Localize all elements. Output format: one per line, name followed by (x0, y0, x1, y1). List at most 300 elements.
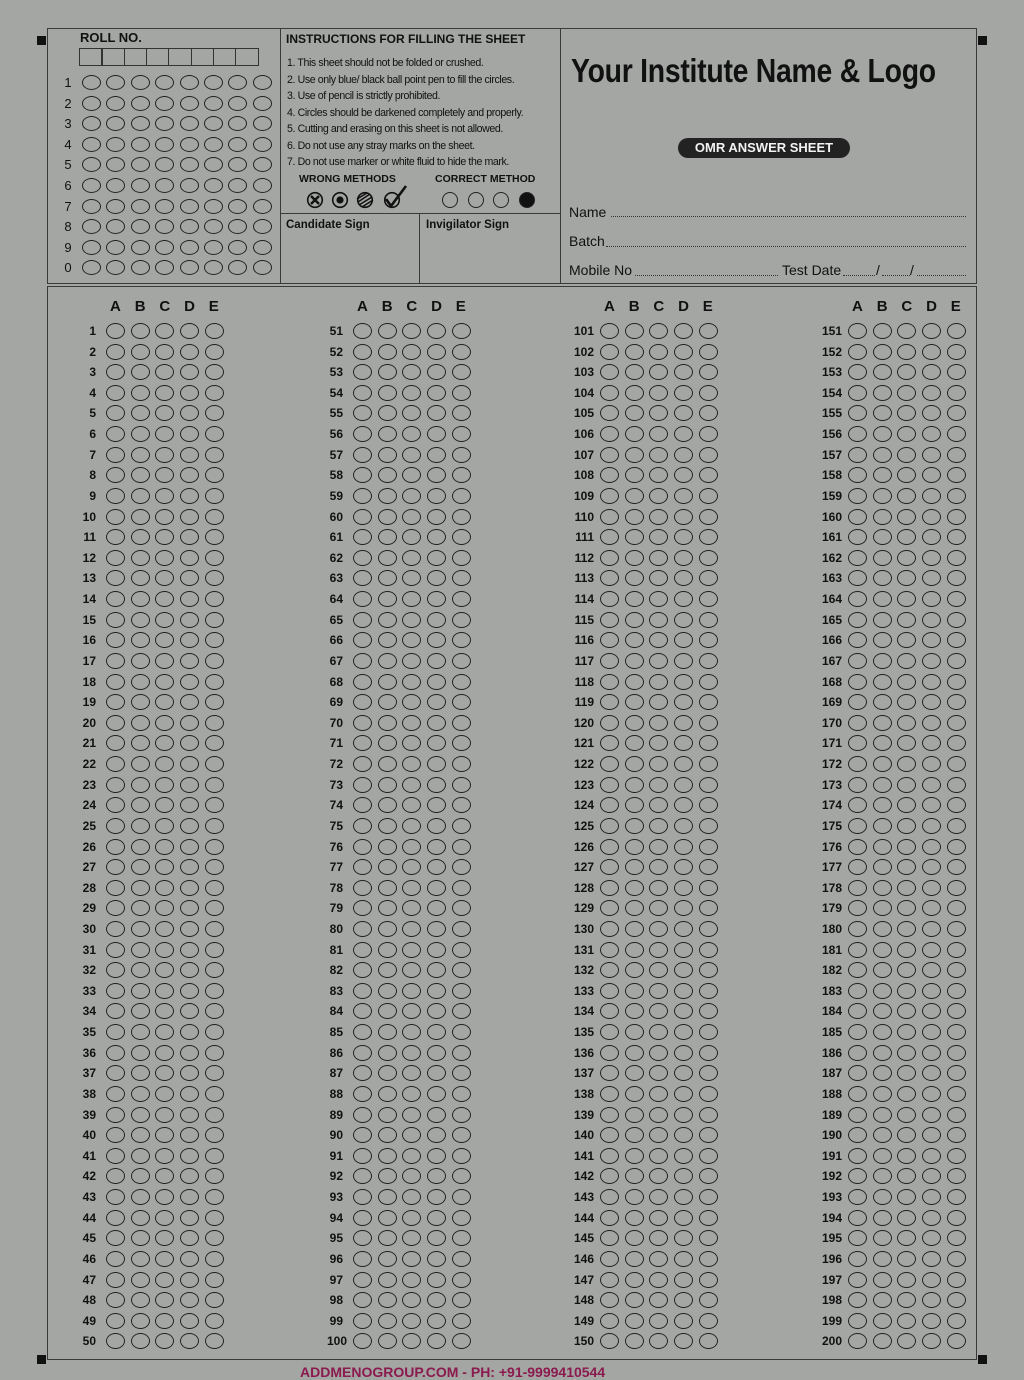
answer-bubble[interactable] (873, 694, 892, 710)
answer-bubble[interactable] (625, 385, 644, 401)
answer-bubble[interactable] (205, 488, 224, 504)
answer-bubble[interactable] (922, 756, 941, 772)
answer-bubble[interactable] (353, 1107, 372, 1123)
answer-bubble[interactable] (353, 1189, 372, 1205)
answer-bubble[interactable] (106, 1251, 125, 1267)
answer-bubble[interactable] (600, 591, 619, 607)
answer-bubble[interactable] (205, 1024, 224, 1040)
answer-bubble[interactable] (205, 797, 224, 813)
answer-bubble[interactable] (873, 1272, 892, 1288)
answer-bubble[interactable] (600, 1045, 619, 1061)
answer-bubble[interactable] (205, 1189, 224, 1205)
roll-bubble[interactable] (180, 199, 199, 214)
answer-bubble[interactable] (873, 1107, 892, 1123)
answer-bubble[interactable] (180, 777, 199, 793)
answer-bubble[interactable] (131, 344, 150, 360)
answer-bubble[interactable] (427, 674, 446, 690)
answer-bubble[interactable] (625, 839, 644, 855)
roll-no-entry-box[interactable] (146, 48, 170, 66)
answer-bubble[interactable] (873, 344, 892, 360)
answer-bubble[interactable] (873, 859, 892, 875)
answer-bubble[interactable] (205, 426, 224, 442)
answer-bubble[interactable] (180, 1086, 199, 1102)
answer-bubble[interactable] (699, 777, 718, 793)
answer-bubble[interactable] (699, 715, 718, 731)
mobile-field[interactable] (635, 275, 778, 276)
answer-bubble[interactable] (674, 818, 693, 834)
answer-bubble[interactable] (699, 1045, 718, 1061)
answer-bubble[interactable] (180, 344, 199, 360)
answer-bubble[interactable] (873, 1065, 892, 1081)
answer-bubble[interactable] (922, 880, 941, 896)
answer-bubble[interactable] (180, 880, 199, 896)
answer-bubble[interactable] (699, 1189, 718, 1205)
answer-bubble[interactable] (897, 839, 916, 855)
roll-bubble[interactable] (204, 75, 223, 90)
answer-bubble[interactable] (873, 323, 892, 339)
roll-bubble[interactable] (253, 75, 272, 90)
answer-bubble[interactable] (452, 962, 471, 978)
answer-bubble[interactable] (674, 1313, 693, 1329)
answer-bubble[interactable] (205, 962, 224, 978)
answer-bubble[interactable] (649, 1210, 668, 1226)
answer-bubble[interactable] (378, 880, 397, 896)
answer-bubble[interactable] (452, 674, 471, 690)
answer-bubble[interactable] (649, 942, 668, 958)
answer-bubble[interactable] (848, 880, 867, 896)
answer-bubble[interactable] (674, 488, 693, 504)
answer-bubble[interactable] (378, 777, 397, 793)
roll-bubble[interactable] (82, 199, 101, 214)
answer-bubble[interactable] (131, 1292, 150, 1308)
answer-bubble[interactable] (848, 426, 867, 442)
answer-bubble[interactable] (155, 715, 174, 731)
answer-bubble[interactable] (106, 818, 125, 834)
roll-bubble[interactable] (204, 96, 223, 111)
answer-bubble[interactable] (452, 1107, 471, 1123)
answer-bubble[interactable] (452, 942, 471, 958)
answer-bubble[interactable] (106, 509, 125, 525)
answer-bubble[interactable] (873, 880, 892, 896)
answer-bubble[interactable] (922, 385, 941, 401)
answer-bubble[interactable] (180, 1107, 199, 1123)
answer-bubble[interactable] (378, 818, 397, 834)
answer-bubble[interactable] (848, 591, 867, 607)
roll-no-entry-box[interactable] (124, 48, 148, 66)
answer-bubble[interactable] (947, 756, 966, 772)
answer-bubble[interactable] (427, 323, 446, 339)
answer-bubble[interactable] (922, 447, 941, 463)
answer-bubble[interactable] (600, 653, 619, 669)
answer-bubble[interactable] (452, 839, 471, 855)
answer-bubble[interactable] (155, 942, 174, 958)
answer-bubble[interactable] (353, 983, 372, 999)
answer-bubble[interactable] (378, 488, 397, 504)
answer-bubble[interactable] (131, 797, 150, 813)
roll-bubble[interactable] (204, 178, 223, 193)
answer-bubble[interactable] (600, 942, 619, 958)
answer-bubble[interactable] (848, 1313, 867, 1329)
answer-bubble[interactable] (600, 1024, 619, 1040)
answer-bubble[interactable] (452, 797, 471, 813)
roll-no-entry-box[interactable] (79, 48, 103, 66)
answer-bubble[interactable] (873, 364, 892, 380)
answer-bubble[interactable] (378, 447, 397, 463)
answer-bubble[interactable] (131, 674, 150, 690)
answer-bubble[interactable] (452, 1251, 471, 1267)
answer-bubble[interactable] (649, 1272, 668, 1288)
answer-bubble[interactable] (897, 1210, 916, 1226)
answer-bubble[interactable] (106, 756, 125, 772)
roll-bubble[interactable] (82, 75, 101, 90)
answer-bubble[interactable] (427, 653, 446, 669)
answer-bubble[interactable] (625, 942, 644, 958)
answer-bubble[interactable] (848, 1210, 867, 1226)
answer-bubble[interactable] (600, 880, 619, 896)
answer-bubble[interactable] (180, 509, 199, 525)
answer-bubble[interactable] (625, 591, 644, 607)
answer-bubble[interactable] (378, 900, 397, 916)
answer-bubble[interactable] (402, 612, 421, 628)
answer-bubble[interactable] (600, 323, 619, 339)
answer-bubble[interactable] (848, 1251, 867, 1267)
answer-bubble[interactable] (353, 509, 372, 525)
answer-bubble[interactable] (205, 653, 224, 669)
answer-bubble[interactable] (699, 1313, 718, 1329)
answer-bubble[interactable] (674, 942, 693, 958)
answer-bubble[interactable] (947, 1024, 966, 1040)
answer-bubble[interactable] (922, 1189, 941, 1205)
answer-bubble[interactable] (205, 880, 224, 896)
answer-bubble[interactable] (674, 1107, 693, 1123)
answer-bubble[interactable] (205, 509, 224, 525)
answer-bubble[interactable] (922, 1107, 941, 1123)
answer-bubble[interactable] (106, 859, 125, 875)
answer-bubble[interactable] (947, 880, 966, 896)
answer-bubble[interactable] (427, 839, 446, 855)
answer-bubble[interactable] (378, 694, 397, 710)
answer-bubble[interactable] (625, 632, 644, 648)
answer-bubble[interactable] (699, 1230, 718, 1246)
answer-bubble[interactable] (106, 591, 125, 607)
answer-bubble[interactable] (625, 550, 644, 566)
roll-bubble[interactable] (253, 96, 272, 111)
answer-bubble[interactable] (873, 839, 892, 855)
answer-bubble[interactable] (922, 1086, 941, 1102)
answer-bubble[interactable] (625, 653, 644, 669)
answer-bubble[interactable] (452, 529, 471, 545)
answer-bubble[interactable] (897, 447, 916, 463)
answer-bubble[interactable] (353, 818, 372, 834)
answer-bubble[interactable] (873, 1127, 892, 1143)
answer-bubble[interactable] (848, 550, 867, 566)
answer-bubble[interactable] (600, 859, 619, 875)
answer-bubble[interactable] (131, 1045, 150, 1061)
answer-bubble[interactable] (674, 509, 693, 525)
answer-bubble[interactable] (625, 797, 644, 813)
answer-bubble[interactable] (897, 880, 916, 896)
answer-bubble[interactable] (600, 921, 619, 937)
answer-bubble[interactable] (625, 344, 644, 360)
answer-bubble[interactable] (205, 323, 224, 339)
answer-bubble[interactable] (922, 715, 941, 731)
answer-bubble[interactable] (452, 364, 471, 380)
answer-bubble[interactable] (205, 591, 224, 607)
answer-bubble[interactable] (131, 1230, 150, 1246)
answer-bubble[interactable] (625, 921, 644, 937)
answer-bubble[interactable] (699, 591, 718, 607)
answer-bubble[interactable] (205, 1107, 224, 1123)
answer-bubble[interactable] (378, 1313, 397, 1329)
answer-bubble[interactable] (699, 344, 718, 360)
answer-bubble[interactable] (600, 818, 619, 834)
answer-bubble[interactable] (848, 1086, 867, 1102)
answer-bubble[interactable] (873, 777, 892, 793)
answer-bubble[interactable] (947, 426, 966, 442)
roll-bubble[interactable] (253, 219, 272, 234)
answer-bubble[interactable] (452, 1230, 471, 1246)
answer-bubble[interactable] (378, 1292, 397, 1308)
answer-bubble[interactable] (699, 364, 718, 380)
answer-bubble[interactable] (699, 674, 718, 690)
answer-bubble[interactable] (922, 509, 941, 525)
answer-bubble[interactable] (699, 1292, 718, 1308)
answer-bubble[interactable] (106, 1189, 125, 1205)
test-date-day-field[interactable] (843, 275, 875, 276)
answer-bubble[interactable] (947, 839, 966, 855)
answer-bubble[interactable] (427, 715, 446, 731)
answer-bubble[interactable] (699, 323, 718, 339)
answer-bubble[interactable] (649, 509, 668, 525)
answer-bubble[interactable] (180, 385, 199, 401)
answer-bubble[interactable] (600, 1313, 619, 1329)
answer-bubble[interactable] (625, 323, 644, 339)
answer-bubble[interactable] (131, 1065, 150, 1081)
answer-bubble[interactable] (378, 1189, 397, 1205)
answer-bubble[interactable] (378, 529, 397, 545)
answer-bubble[interactable] (625, 1127, 644, 1143)
answer-bubble[interactable] (353, 1148, 372, 1164)
answer-bubble[interactable] (873, 962, 892, 978)
answer-bubble[interactable] (378, 323, 397, 339)
answer-bubble[interactable] (848, 1045, 867, 1061)
answer-bubble[interactable] (131, 529, 150, 545)
answer-bubble[interactable] (427, 612, 446, 628)
answer-bubble[interactable] (897, 777, 916, 793)
answer-bubble[interactable] (378, 344, 397, 360)
answer-bubble[interactable] (131, 385, 150, 401)
answer-bubble[interactable] (674, 653, 693, 669)
answer-bubble[interactable] (205, 1086, 224, 1102)
answer-bubble[interactable] (873, 488, 892, 504)
roll-bubble[interactable] (155, 240, 174, 255)
answer-bubble[interactable] (205, 777, 224, 793)
answer-bubble[interactable] (155, 839, 174, 855)
answer-bubble[interactable] (452, 591, 471, 607)
answer-bubble[interactable] (625, 1107, 644, 1123)
answer-bubble[interactable] (378, 509, 397, 525)
answer-bubble[interactable] (353, 1210, 372, 1226)
answer-bubble[interactable] (452, 921, 471, 937)
answer-bubble[interactable] (205, 344, 224, 360)
answer-bubble[interactable] (131, 323, 150, 339)
answer-bubble[interactable] (922, 1210, 941, 1226)
answer-bubble[interactable] (625, 529, 644, 545)
answer-bubble[interactable] (427, 1107, 446, 1123)
answer-bubble[interactable] (848, 942, 867, 958)
answer-bubble[interactable] (897, 612, 916, 628)
answer-bubble[interactable] (131, 818, 150, 834)
answer-bubble[interactable] (205, 983, 224, 999)
answer-bubble[interactable] (353, 880, 372, 896)
answer-bubble[interactable] (155, 1107, 174, 1123)
answer-bubble[interactable] (131, 756, 150, 772)
answer-bubble[interactable] (106, 1210, 125, 1226)
answer-bubble[interactable] (649, 1313, 668, 1329)
answer-bubble[interactable] (625, 467, 644, 483)
answer-bubble[interactable] (873, 612, 892, 628)
answer-bubble[interactable] (947, 364, 966, 380)
roll-bubble[interactable] (82, 178, 101, 193)
answer-bubble[interactable] (699, 1024, 718, 1040)
answer-bubble[interactable] (600, 426, 619, 442)
answer-bubble[interactable] (674, 344, 693, 360)
answer-bubble[interactable] (699, 1086, 718, 1102)
answer-bubble[interactable] (106, 447, 125, 463)
answer-bubble[interactable] (947, 1045, 966, 1061)
answer-bubble[interactable] (378, 550, 397, 566)
answer-bubble[interactable] (848, 323, 867, 339)
answer-bubble[interactable] (600, 447, 619, 463)
roll-no-entry-box[interactable] (101, 48, 125, 66)
answer-bubble[interactable] (180, 983, 199, 999)
answer-bubble[interactable] (625, 364, 644, 380)
answer-bubble[interactable] (180, 488, 199, 504)
answer-bubble[interactable] (180, 323, 199, 339)
answer-bubble[interactable] (131, 1127, 150, 1143)
answer-bubble[interactable] (625, 1210, 644, 1226)
answer-bubble[interactable] (897, 1045, 916, 1061)
answer-bubble[interactable] (452, 1313, 471, 1329)
answer-bubble[interactable] (180, 1251, 199, 1267)
answer-bubble[interactable] (699, 1127, 718, 1143)
answer-bubble[interactable] (848, 612, 867, 628)
answer-bubble[interactable] (378, 1086, 397, 1102)
answer-bubble[interactable] (600, 1107, 619, 1123)
answer-bubble[interactable] (452, 653, 471, 669)
answer-bubble[interactable] (378, 1210, 397, 1226)
answer-bubble[interactable] (600, 983, 619, 999)
answer-bubble[interactable] (674, 1045, 693, 1061)
answer-bubble[interactable] (205, 859, 224, 875)
answer-bubble[interactable] (180, 756, 199, 772)
answer-bubble[interactable] (353, 1292, 372, 1308)
answer-bubble[interactable] (452, 1086, 471, 1102)
answer-bubble[interactable] (625, 1065, 644, 1081)
answer-bubble[interactable] (649, 880, 668, 896)
answer-bubble[interactable] (625, 1292, 644, 1308)
roll-bubble[interactable] (228, 96, 247, 111)
answer-bubble[interactable] (205, 1148, 224, 1164)
answer-bubble[interactable] (452, 1148, 471, 1164)
answer-bubble[interactable] (600, 488, 619, 504)
answer-bubble[interactable] (427, 1189, 446, 1205)
answer-bubble[interactable] (427, 1045, 446, 1061)
answer-bubble[interactable] (378, 1107, 397, 1123)
answer-bubble[interactable] (848, 715, 867, 731)
answer-bubble[interactable] (353, 1086, 372, 1102)
roll-bubble[interactable] (131, 219, 150, 234)
answer-bubble[interactable] (131, 426, 150, 442)
answer-bubble[interactable] (106, 426, 125, 442)
answer-bubble[interactable] (378, 385, 397, 401)
answer-bubble[interactable] (848, 983, 867, 999)
answer-bubble[interactable] (205, 550, 224, 566)
answer-bubble[interactable] (427, 983, 446, 999)
answer-bubble[interactable] (625, 694, 644, 710)
answer-bubble[interactable] (947, 694, 966, 710)
answer-bubble[interactable] (625, 818, 644, 834)
answer-bubble[interactable] (922, 674, 941, 690)
answer-bubble[interactable] (205, 1045, 224, 1061)
answer-bubble[interactable] (452, 550, 471, 566)
answer-bubble[interactable] (452, 1024, 471, 1040)
answer-bubble[interactable] (625, 777, 644, 793)
answer-bubble[interactable] (625, 1313, 644, 1329)
answer-bubble[interactable] (131, 942, 150, 958)
answer-bubble[interactable] (131, 1189, 150, 1205)
answer-bubble[interactable] (947, 962, 966, 978)
answer-bubble[interactable] (180, 550, 199, 566)
answer-bubble[interactable] (848, 1148, 867, 1164)
answer-bubble[interactable] (378, 1024, 397, 1040)
answer-bubble[interactable] (353, 839, 372, 855)
answer-bubble[interactable] (922, 1272, 941, 1288)
answer-bubble[interactable] (427, 447, 446, 463)
answer-bubble[interactable] (922, 653, 941, 669)
answer-bubble[interactable] (353, 385, 372, 401)
roll-bubble[interactable] (82, 96, 101, 111)
roll-bubble[interactable] (253, 240, 272, 255)
roll-bubble[interactable] (180, 157, 199, 172)
answer-bubble[interactable] (674, 880, 693, 896)
answer-bubble[interactable] (378, 1230, 397, 1246)
answer-bubble[interactable] (131, 1251, 150, 1267)
answer-bubble[interactable] (205, 818, 224, 834)
answer-bubble[interactable] (131, 1024, 150, 1040)
roll-bubble[interactable] (180, 219, 199, 234)
answer-bubble[interactable] (402, 942, 421, 958)
answer-bubble[interactable] (353, 550, 372, 566)
answer-bubble[interactable] (947, 1230, 966, 1246)
answer-bubble[interactable] (848, 674, 867, 690)
answer-bubble[interactable] (452, 756, 471, 772)
answer-bubble[interactable] (452, 447, 471, 463)
answer-bubble[interactable] (106, 1292, 125, 1308)
answer-bubble[interactable] (649, 447, 668, 463)
answer-bubble[interactable] (106, 550, 125, 566)
answer-bubble[interactable] (452, 509, 471, 525)
answer-bubble[interactable] (353, 1045, 372, 1061)
answer-bubble[interactable] (625, 900, 644, 916)
answer-bubble[interactable] (402, 509, 421, 525)
answer-bubble[interactable] (674, 385, 693, 401)
answer-bubble[interactable] (427, 1210, 446, 1226)
answer-bubble[interactable] (699, 1107, 718, 1123)
answer-bubble[interactable] (848, 839, 867, 855)
answer-bubble[interactable] (452, 777, 471, 793)
answer-bubble[interactable] (625, 426, 644, 442)
